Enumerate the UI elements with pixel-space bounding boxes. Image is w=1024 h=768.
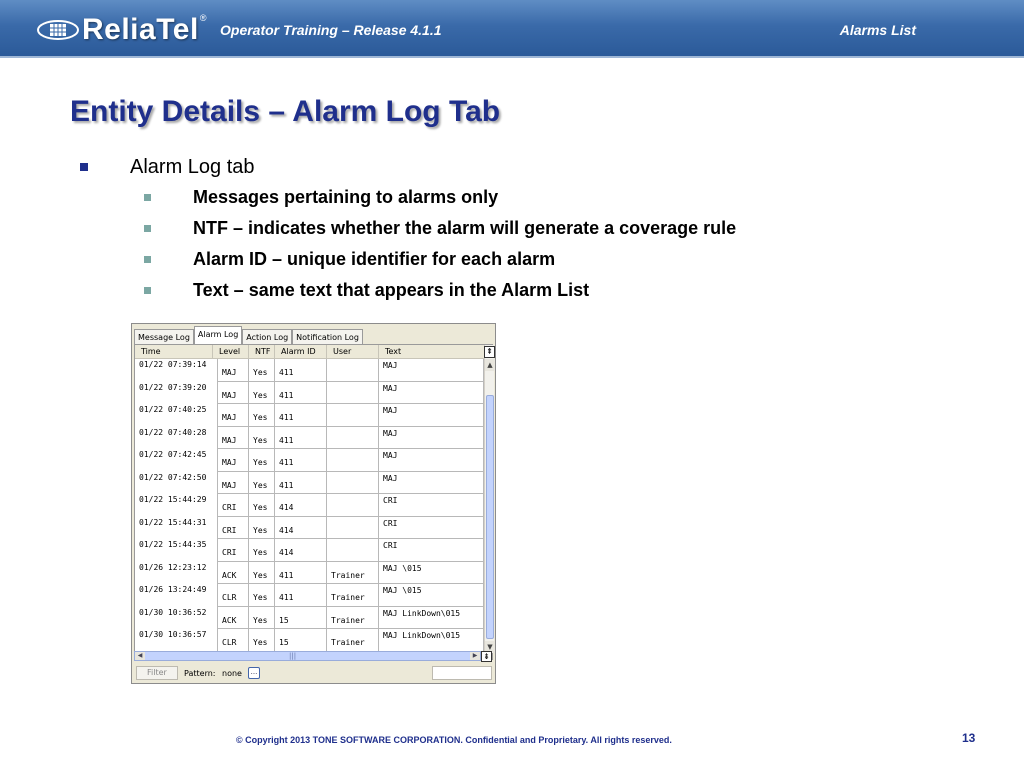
logo-text: ReliaTel [82, 13, 199, 46]
column-header-time[interactable]: Time [135, 345, 213, 359]
cell-ntf: Yes [249, 607, 275, 630]
cell-ntf: Yes [249, 404, 275, 427]
cell-ntf: Yes [249, 584, 275, 607]
cell-alarm-id: 411 [275, 562, 327, 585]
cell-level: MAJ [217, 359, 249, 382]
scroll-to-bottom-icon[interactable]: ⇟ [481, 651, 492, 662]
table-row[interactable] [135, 449, 484, 472]
cell-ntf: Yes [249, 359, 275, 382]
cell-level: MAJ [217, 427, 249, 450]
cell-time: 01/26 12:23:12 [139, 562, 207, 572]
cell-user [327, 404, 379, 427]
cell-level: CRI [217, 494, 249, 517]
arrow-right-icon[interactable]: ▶ [470, 652, 480, 660]
cell-user [327, 359, 379, 382]
cell-time: 01/22 07:40:28 [139, 427, 207, 437]
scroll-to-top-icon[interactable]: ⇞ [484, 346, 495, 358]
cell-text: MAJ [379, 404, 484, 427]
table-row[interactable] [135, 404, 484, 427]
cell-alarm-id: 411 [275, 449, 327, 472]
copyright-footer: © Copyright 2013 TONE SOFTWARE CORPORATION. Confidential and Proprietary. All rights reserved. [236, 735, 672, 745]
cell-alarm-id: 411 [275, 584, 327, 607]
cell-alarm-id: 411 [275, 359, 327, 382]
tab-message-log[interactable]: Message Log [134, 329, 194, 344]
cell-text: CRI [379, 494, 484, 517]
sub-bullet-square-icon [144, 194, 151, 201]
table-row[interactable] [135, 584, 484, 607]
cell-user [327, 472, 379, 495]
cell-user: Trainer [327, 629, 379, 652]
cell-alarm-id: 15 [275, 607, 327, 630]
cell-text: CRI [379, 539, 484, 562]
tab-action-log[interactable]: Action Log [242, 329, 292, 344]
cell-level: ACK [217, 607, 249, 630]
sub-bullet-text: Messages pertaining to alarms only [193, 187, 499, 207]
alarm-log-panel [134, 344, 493, 660]
cell-time: 01/22 07:42:45 [139, 450, 207, 459]
page-number: 13 [962, 731, 976, 745]
cell-ntf: Yes [249, 494, 275, 517]
cell-user [327, 427, 379, 450]
bullet-text: Alarm Log tab [130, 155, 255, 178]
cell-alarm-id: 411 [275, 472, 327, 495]
cell-level: ACK [217, 562, 249, 585]
pattern-browse-button[interactable]: ... [248, 667, 260, 679]
sub-bullet-item [144, 213, 736, 244]
cell-level: MAJ [217, 382, 249, 405]
table-row[interactable] [135, 607, 484, 630]
cell-level: CRI [217, 517, 249, 540]
tab-notification-log[interactable]: Notification Log [292, 329, 363, 344]
cell-ntf: Yes [249, 539, 275, 562]
cell-user [327, 539, 379, 562]
table-row[interactable] [135, 382, 484, 405]
cell-time: 01/22 07:40:25 [139, 405, 207, 414]
cell-time: 01/22 07:39:14 [139, 360, 207, 369]
cell-text: MAJ [379, 449, 484, 472]
filter-input[interactable] [432, 666, 492, 680]
column-header-user[interactable]: User [327, 345, 379, 359]
filter-button[interactable]: Filter [136, 666, 178, 680]
cell-ntf: Yes [249, 629, 275, 652]
arrow-left-icon[interactable]: ◀ [135, 652, 145, 660]
cell-time: 01/22 15:44:35 [139, 540, 207, 549]
bullet-item [80, 152, 736, 182]
filter-bar [134, 664, 493, 682]
arrow-up-icon[interactable]: ▲ [485, 359, 495, 371]
sub-bullet-square-icon [144, 287, 151, 294]
column-header-ntf[interactable]: NTF [249, 345, 275, 359]
tab-bar [134, 326, 363, 344]
cell-ntf: Yes [249, 382, 275, 405]
cell-text: MAJ [379, 359, 484, 382]
sub-bullet-item [144, 182, 736, 213]
cell-alarm-id: 15 [275, 629, 327, 652]
header-title: Operator Training – Release 4.1.1 [220, 22, 442, 38]
cell-level: MAJ [217, 472, 249, 495]
arrow-down-icon[interactable]: ▼ [485, 641, 495, 653]
cell-text: MAJ \015 [379, 584, 484, 607]
cell-ntf: Yes [249, 472, 275, 495]
cell-text: CRI [379, 517, 484, 540]
vertical-scrollbar[interactable] [484, 345, 494, 653]
pattern-label: Pattern: [184, 669, 216, 678]
table-row[interactable] [135, 539, 484, 562]
cell-level: MAJ [217, 449, 249, 472]
logo-trademark: ® [199, 13, 207, 23]
cell-time: 01/22 15:44:31 [139, 517, 207, 527]
cell-text: MAJ [379, 427, 484, 450]
cell-user [327, 517, 379, 540]
cell-level: CLR [217, 629, 249, 652]
cell-user: Trainer [327, 584, 379, 607]
table-row[interactable] [135, 494, 484, 517]
scrollbar-grip-icon: ||| [289, 652, 297, 660]
cell-text: MAJ \015 [379, 562, 484, 585]
cell-alarm-id: 411 [275, 404, 327, 427]
cell-text: MAJ LinkDown\015 [379, 607, 484, 630]
slide-title: Entity Details – Alarm Log Tab [70, 95, 501, 128]
cell-level: CRI [217, 539, 249, 562]
sub-bullet-text: Alarm ID – unique identifier for each alarm [193, 249, 556, 269]
cell-time: 01/22 15:44:29 [139, 495, 207, 504]
cell-text: MAJ [379, 382, 484, 405]
cell-alarm-id: 411 [275, 382, 327, 405]
tab-alarm-log[interactable]: Alarm Log [194, 326, 242, 344]
cell-ntf: Yes [249, 449, 275, 472]
column-header-level[interactable]: Level [213, 345, 249, 359]
cell-text: MAJ [379, 472, 484, 495]
cell-time: 01/22 07:39:20 [139, 382, 207, 392]
cell-time: 01/30 10:36:52 [139, 607, 207, 617]
horizontal-scrollbar[interactable] [134, 651, 481, 661]
table-row[interactable] [135, 359, 484, 382]
sub-bullet-text: Text – same text that appears in the Alarm List [193, 280, 590, 300]
cell-text: MAJ LinkDown\015 [379, 629, 484, 652]
cell-user: Trainer [327, 607, 379, 630]
table-row[interactable] [135, 517, 484, 540]
header-bar [0, 0, 1024, 58]
cell-time: 01/30 10:36:57 [139, 630, 207, 639]
column-header-alarm-id[interactable]: Alarm ID [275, 345, 327, 359]
logo-mark-icon [36, 16, 80, 44]
cell-ntf: Yes [249, 517, 275, 540]
reliatel-logo [36, 12, 206, 48]
header-section: Alarms List [839, 22, 916, 38]
sub-bullet-square-icon [144, 225, 151, 232]
table-row[interactable] [135, 427, 484, 450]
cell-ntf: Yes [249, 562, 275, 585]
table-body [135, 359, 484, 652]
sub-bullet-square-icon [144, 256, 151, 263]
alarm-log-table [135, 345, 484, 653]
cell-alarm-id: 414 [275, 494, 327, 517]
cell-level: MAJ [217, 404, 249, 427]
sub-bullet-item [144, 275, 736, 306]
sub-bullet-item [144, 244, 736, 275]
cell-user: Trainer [327, 562, 379, 585]
cell-user [327, 449, 379, 472]
bullet-list [80, 152, 736, 306]
table-header [135, 345, 484, 359]
column-header-text[interactable]: Text [385, 347, 402, 356]
alarm-log-window [131, 323, 496, 684]
cell-time: 01/26 13:24:49 [139, 585, 207, 594]
table-row[interactable] [135, 562, 484, 585]
cell-alarm-id: 414 [275, 517, 327, 540]
table-row[interactable] [135, 629, 484, 652]
cell-alarm-id: 414 [275, 539, 327, 562]
cell-level: CLR [217, 584, 249, 607]
pattern-value: none [222, 669, 242, 678]
scrollbar-thumb[interactable] [486, 395, 494, 639]
cell-ntf: Yes [249, 427, 275, 450]
cell-time: 01/22 07:42:50 [139, 472, 207, 482]
cell-alarm-id: 411 [275, 427, 327, 450]
cell-user [327, 382, 379, 405]
cell-user [327, 494, 379, 517]
sub-bullet-text: NTF – indicates whether the alarm will generate a coverage rule [193, 218, 737, 238]
bullet-square-icon [80, 163, 88, 171]
table-row[interactable] [135, 472, 484, 495]
